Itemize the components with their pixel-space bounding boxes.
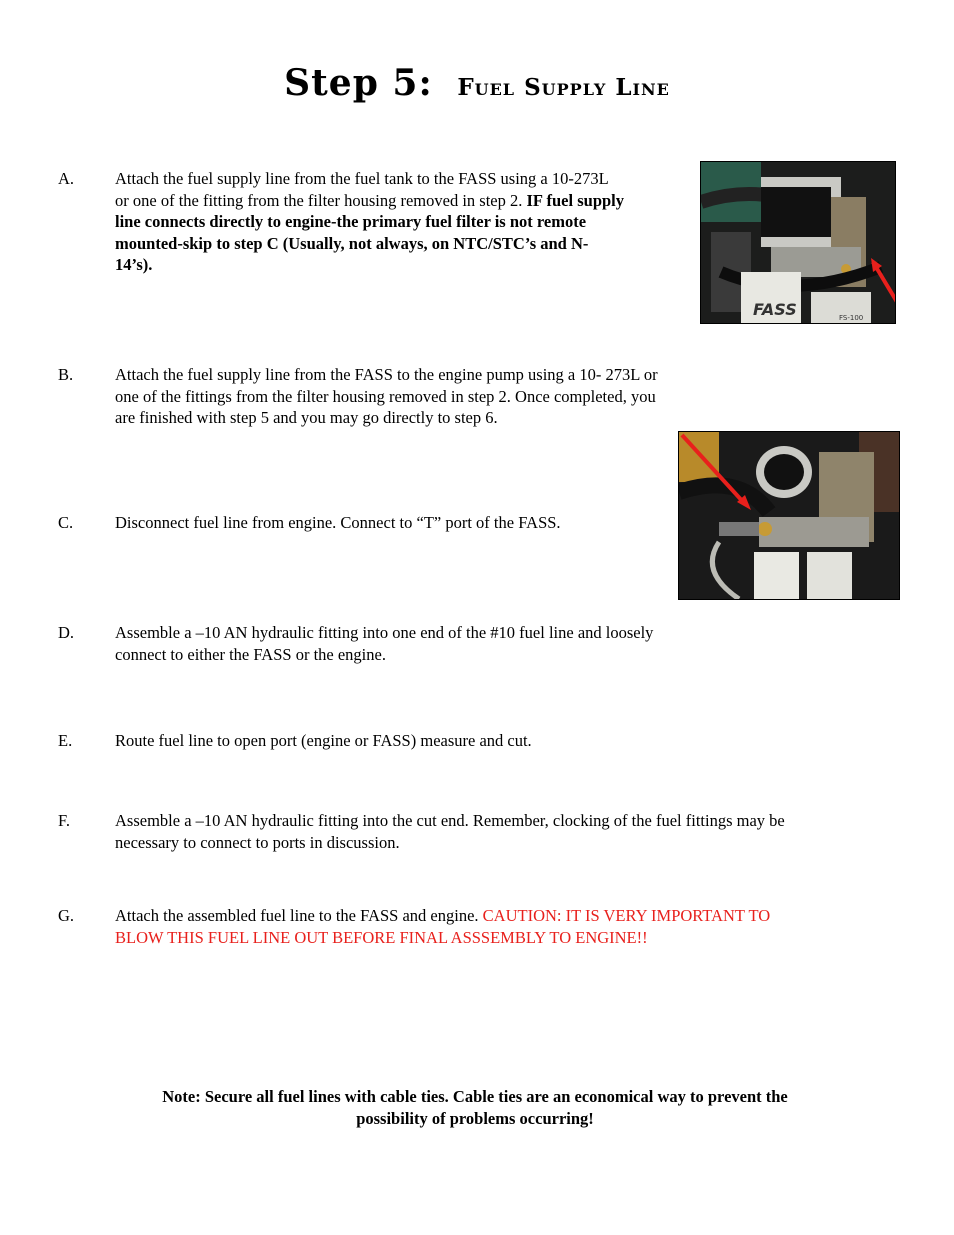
item-a-line-2 xyxy=(115,190,705,212)
item-a-line-1: Attach the fuel supply line from the fuel tank to the FASS using a 10-273L xyxy=(115,169,609,188)
item-a-line-2-bold: IF fuel supply xyxy=(526,190,625,210)
item-c-text xyxy=(115,512,655,534)
fs-model-label: FS-100 xyxy=(839,314,864,322)
item-b-line-1: Attach the fuel supply line from the FASS to the engine pump using a 10- 273L or xyxy=(115,365,658,384)
item-e-line-1: Route fuel line to open port (engine or FASS) measure and cut. xyxy=(115,731,532,750)
item-a-bold-line-3: 14’s). xyxy=(115,255,153,274)
fass-photo-bottom-image xyxy=(679,432,899,599)
item-d-letter: D. xyxy=(58,623,75,642)
item-g-caution-2: BLOW THIS FUEL LINE OUT BEFORE FINAL ASSSEMBLY TO ENGINE!! xyxy=(115,927,648,947)
item-g-text xyxy=(115,905,905,948)
item-g-caution-1: CAUTION: IT IS VERY IMPORTANT TO xyxy=(482,906,771,925)
fass-photo-top-image xyxy=(701,162,895,323)
footer-note xyxy=(100,1086,850,1130)
item-a-bold-line-1: line connects directly to engine-the primary fuel filter is not remote xyxy=(115,212,587,231)
item-f-text xyxy=(115,810,905,853)
item-e-letter: E. xyxy=(58,731,73,750)
fass-photo-top xyxy=(700,161,896,324)
note-line-1: Note: Secure all fuel lines with cable ties. Cable ties are an economical way to prevent the xyxy=(162,1087,788,1106)
item-d-line-2: connect to either the FASS or the engine. xyxy=(115,644,386,664)
item-a-letter: A. xyxy=(58,169,75,188)
item-b-line-2: one of the fittings from the filter housing removed in step 2. Once completed, you xyxy=(115,386,656,406)
item-b-line-3: are finished with step 5 and you may go directly to step 6. xyxy=(115,408,498,427)
item-a-line-2-plain: or one of the fitting from the filter housing removed in step 2. xyxy=(115,190,527,210)
item-a-text xyxy=(115,168,705,276)
item-g-letter: G. xyxy=(58,906,75,925)
item-c-letter: C. xyxy=(58,513,74,532)
step-name: Fuel Supply Line xyxy=(457,74,670,101)
step-number: Step 5: xyxy=(284,62,433,104)
item-g-line-1 xyxy=(115,905,905,927)
item-d-line-1: Assemble a –10 AN hydraulic fitting into one end of the #10 fuel line and loosely xyxy=(115,623,654,642)
page-title xyxy=(0,62,954,104)
fass-label: FASS xyxy=(753,300,797,319)
item-f-line-2: necessary to connect to ports in discussion. xyxy=(115,832,400,852)
note-line-2: possibility of problems occurring! xyxy=(356,1109,594,1128)
item-f-line-1: Assemble a –10 AN hydraulic fitting into the cut end. Remember, clocking of the fuel fittings may be xyxy=(115,811,785,830)
item-d-text xyxy=(115,622,755,665)
item-c-line-1: Disconnect fuel line from engine. Connect to “T” port of the FASS. xyxy=(115,513,561,532)
item-f-letter: F. xyxy=(58,811,70,830)
item-b-letter: B. xyxy=(58,365,74,384)
item-g-plain: Attach the assembled fuel line to the FASS and engine. xyxy=(115,906,483,925)
item-b-text xyxy=(115,364,755,429)
item-e-text xyxy=(115,730,755,752)
item-a-bold-line-2: mounted-skip to step C (Usually, not always, on NTC/STC’s and N- xyxy=(115,233,589,253)
fass-photo-bottom xyxy=(678,431,900,600)
